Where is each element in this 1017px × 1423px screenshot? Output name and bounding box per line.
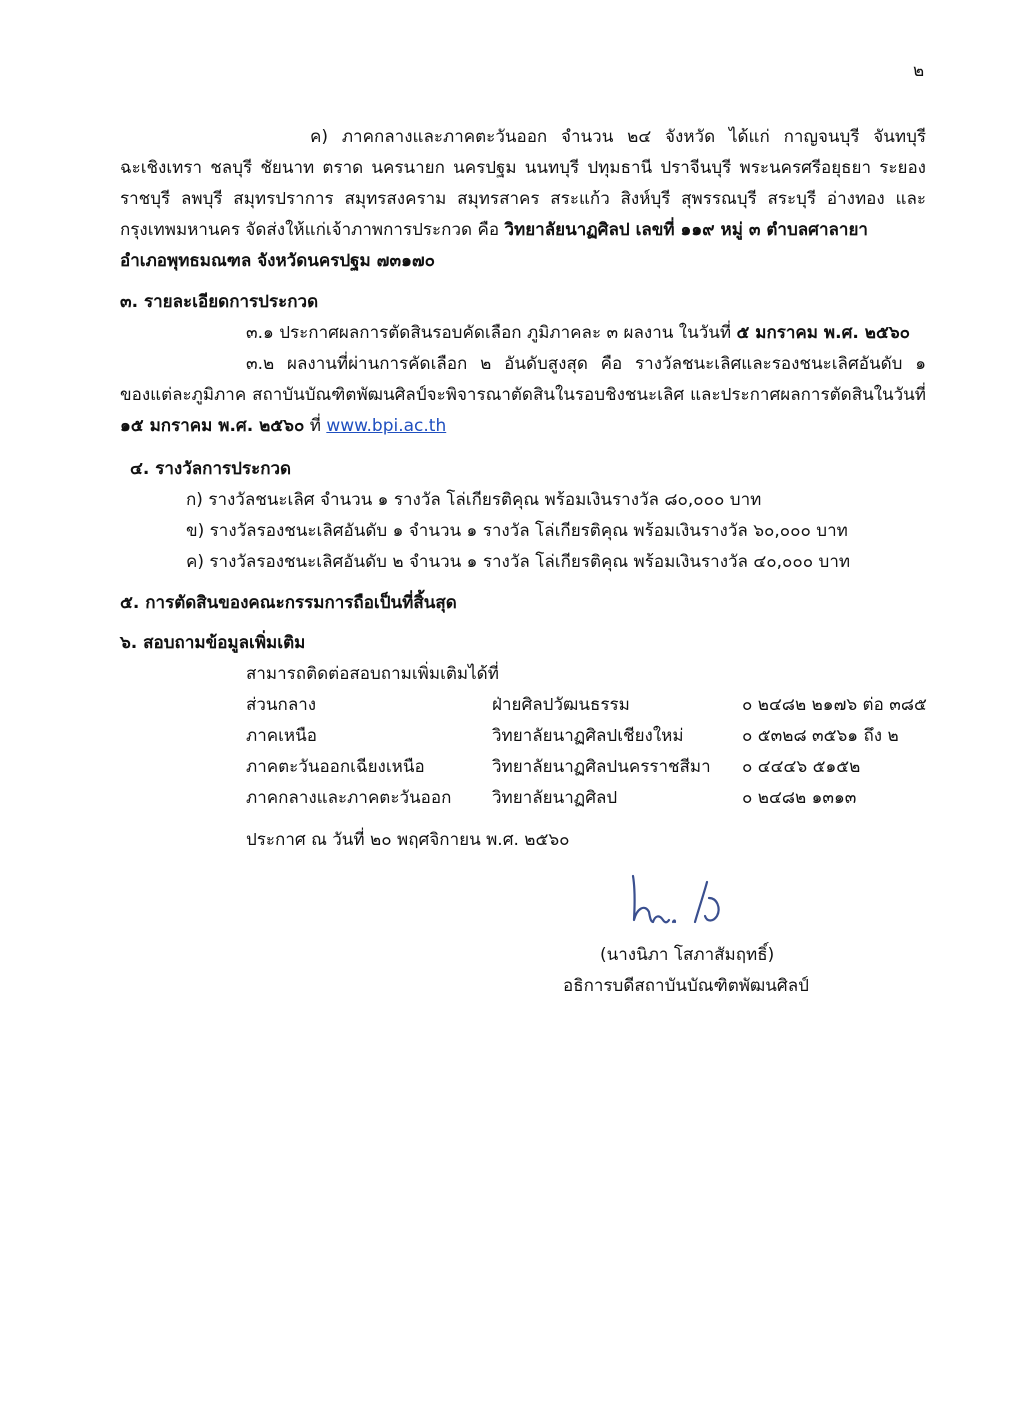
section-3-item-2-line-2: ของแต่ละภูมิภาค สถาบันบัณฑิตพัฒนศิลป์จะพิจารณาตัดสินในรอบชิงชนะเลิศ และประกาศผลการตัดสินในวันที่ xyxy=(120,385,926,405)
at-text: ที่ xyxy=(304,416,327,436)
prize-item-1: ก) รางวัลชนะเลิศ จำนวน ๑ รางวัล โล่เกียรติคุณ พร้อมเงินรางวัล ๘๐,๐๐๐ บาท xyxy=(186,490,762,510)
contact-phone: ๐ ๒๔๘๒ ๒๑๗๖ ต่อ ๓๘๕ xyxy=(742,695,927,715)
intro-line-4-text: กรุงเทพมหานคร จัดส่งให้แก่เจ้าภาพการประกวด คือ xyxy=(120,220,505,240)
signatory-title: อธิการบดีสถาบันบัณฑิตพัฒนศิลป์ xyxy=(563,976,809,996)
contact-org: ฝ่ายศิลปวัฒนธรรม xyxy=(492,695,630,715)
section-3-heading: ๓. รายละเอียดการประกวด xyxy=(120,292,319,312)
contact-region: ภาคเหนือ xyxy=(246,726,317,746)
intro-line-4 xyxy=(120,219,868,241)
section-4-heading: ๔. รางวัลการประกวด xyxy=(130,459,292,479)
page-number: ๒ xyxy=(913,61,925,81)
contact-intro: สามารถติดต่อสอบถามเพิ่มเติมได้ที่ xyxy=(246,664,499,684)
final-date: ๑๕ มกราคม พ.ศ. ๒๕๖๐ xyxy=(120,416,305,436)
contact-region: ส่วนกลาง xyxy=(246,695,317,715)
contact-org: วิทยาลัยนาฏศิลปนครราชสีมา xyxy=(492,757,711,777)
website-link[interactable]: www.bpi.ac.th xyxy=(326,416,447,436)
contact-org: วิทยาลัยนาฏศิลปเชียงใหม่ xyxy=(492,726,684,746)
section-6-heading: ๖. สอบถามข้อมูลเพิ่มเติม xyxy=(120,633,306,653)
section-3-item-1-date: ๕ มกราคม พ.ศ. ๒๕๖๐ xyxy=(736,323,910,343)
venue-address: วิทยาลัยนาฏศิลป เลขที่ ๑๑๙ หมู่ ๓ ตำบลศาลายา xyxy=(504,220,868,240)
contact-region: ภาคตะวันออกเฉียงเหนือ xyxy=(246,757,425,777)
section-3-item-1 xyxy=(246,322,910,344)
signature-image xyxy=(625,868,735,930)
intro-line-2: ฉะเชิงเทรา ชลบุรี ชัยนาท ตราด นครนายก นครปฐม นนทบุรี ปทุมธานี ปราจีนบุรี พระนครศรีอยุธยา ระยอง xyxy=(120,158,926,178)
intro-line-3: ราชบุรี ลพบุรี สมุทรปราการ สมุทรสงคราม สมุทรสาคร สระแก้ว สิงห์บุรี สุพรรณบุรี สระบุรี อ่างทอง และ xyxy=(120,189,926,209)
announcement-date: ประกาศ ณ วันที่ ๒๐ พฤศจิกายน พ.ศ. ๒๕๖๐ xyxy=(246,830,570,850)
contact-org: วิทยาลัยนาฏศิลป xyxy=(492,788,618,808)
venue-address-cont: อำเภอพุทธมณฑล จังหวัดนครปฐม ๗๓๑๗๐ xyxy=(120,251,436,271)
section-5-heading: ๕. การตัดสินของคณะกรรมการถือเป็นที่สิ้นสุด xyxy=(120,593,457,613)
prize-item-3: ค) รางวัลรองชนะเลิศอันดับ ๒ จำนวน ๑ รางวัล โล่เกียรติคุณ พร้อมเงินรางวัล ๔๐,๐๐๐ บาท xyxy=(186,552,851,572)
contact-region: ภาคกลางและภาคตะวันออก xyxy=(246,788,452,808)
contact-phone: ๐ ๒๔๘๒ ๑๓๑๓ xyxy=(742,788,857,808)
section-3-item-1-text: ๓.๑ ประกาศผลการตัดสินรอบคัดเลือก ภูมิภาคละ ๓ ผลงาน ในวันที่ xyxy=(246,323,737,343)
signatory-name: (นางนิภา โสภาสัมฤทธิ์) xyxy=(600,945,775,965)
contact-phone: ๐ ๔๔๔๖ ๕๑๕๒ xyxy=(742,757,861,777)
section-3-item-2-line-1: ๓.๒ ผลงานที่ผ่านการคัดเลือก ๒ อันดับสูงสุด คือ รางวัลชนะเลิศและรองชนะเลิศอันดับ ๑ xyxy=(246,354,926,374)
contact-phone: ๐ ๕๓๒๘ ๓๕๖๑ ถึง ๒ xyxy=(742,726,899,746)
prize-item-2: ข) รางวัลรองชนะเลิศอันดับ ๑ จำนวน ๑ รางวัล โล่เกียรติคุณ พร้อมเงินรางวัล ๖๐,๐๐๐ บาท xyxy=(186,521,848,541)
intro-line-1: ค) ภาคกลางและภาคตะวันออก จำนวน ๒๔ จังหวัด ได้แก่ กาญจนบุรี จันทบุรี xyxy=(310,127,926,147)
section-3-item-2-line-3 xyxy=(120,415,446,437)
